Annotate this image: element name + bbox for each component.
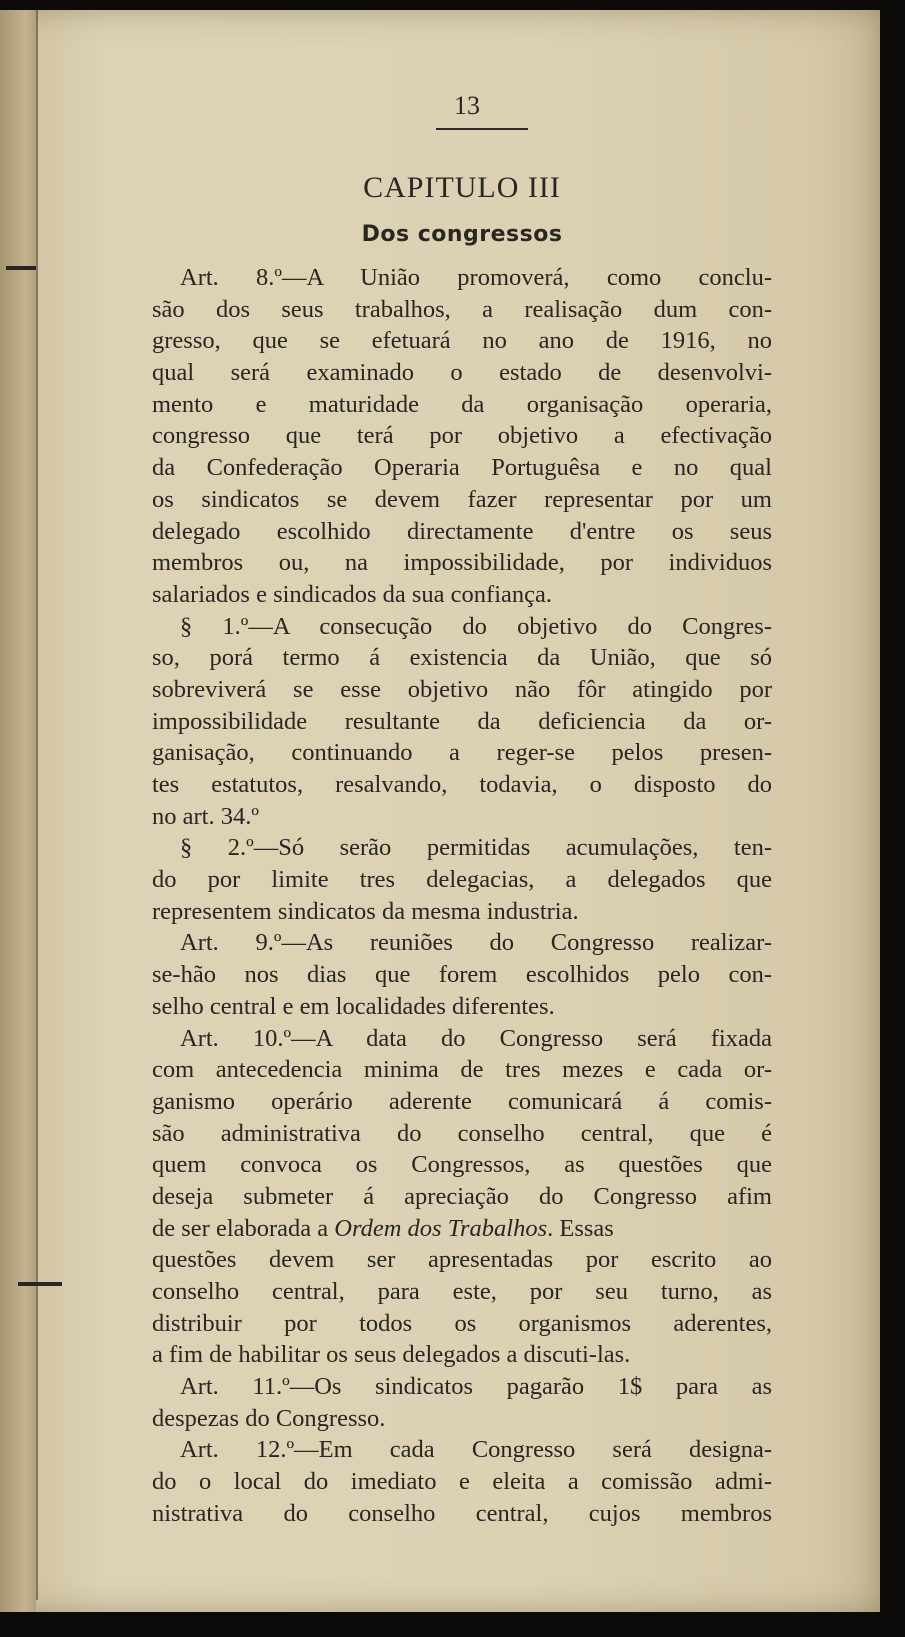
- text-line: so, porá termo á existencia da União, que só: [152, 644, 772, 672]
- chapter-title: CAPITULO III: [363, 171, 561, 204]
- text-line: § 2.º—Só serão permitidas acumulações, ten-: [180, 834, 772, 862]
- page-edge-line: [36, 10, 38, 1600]
- body-text: [152, 262, 772, 1530]
- text-line: impossibilidade resultante da deficiencia da or-: [152, 707, 772, 735]
- text-fragment: de ser elaborada a: [152, 1214, 329, 1242]
- text-line: questões devem ser apresentadas por escrito ao: [152, 1246, 772, 1274]
- text-line-with-italic: [152, 1213, 772, 1245]
- header-rule: [436, 128, 528, 130]
- text-line: membros ou, na impossibilidade, por individuos: [152, 549, 772, 577]
- text-line: Art. 8.º—A União promoverá, como conclu-: [180, 264, 772, 291]
- text-line: congresso que terá por objetivo a efectivação: [152, 422, 772, 450]
- text-line: Art. 11.º—Os sindicatos pagarão 1$ para as: [180, 1373, 772, 1401]
- book-binding: [0, 10, 36, 1612]
- text-line: com antecedencia minima de tres mezes e cada or-: [152, 1056, 772, 1084]
- text-line: da Confederação Operaria Portuguêsa e no qual: [152, 454, 772, 482]
- text-fragment: . Essas: [547, 1214, 614, 1242]
- text-line: despezas do Congresso.: [152, 1404, 386, 1432]
- text-line: a fim de habilitar os seus delegados a discuti-las.: [152, 1341, 631, 1369]
- text-line: sobreviverá se esse objetivo não fôr atingido por: [152, 675, 772, 703]
- text-line: qual será examinado o estado de desenvolvi-: [152, 359, 772, 387]
- text-line: § 1.º—A consecução do objetivo do Congres-: [180, 612, 772, 640]
- text-line: gresso, que se efetuará no ano de 1916, no: [152, 327, 772, 355]
- text-line: Art. 10.º—A data do Congresso será fixada: [180, 1024, 772, 1052]
- text-line: delegado escolhido directamente d'entre os seus: [152, 517, 772, 545]
- text-line: são administrativa do conselho central, que é: [152, 1119, 772, 1147]
- text-line: tes estatutos, resalvando, todavia, o disposto do: [152, 771, 772, 798]
- text-line: conselho central, para este, por seu turno, as: [152, 1278, 772, 1305]
- text-line: se-hão nos dias que forem escolhidos pelo con-: [152, 961, 772, 989]
- text-line: nistrativa do conselho central, cujos membros: [152, 1499, 772, 1527]
- text-line: no art. 34.º: [152, 802, 259, 830]
- text-line: ganisação, continuando a reger-se pelos presen-: [152, 739, 772, 767]
- text-line: são dos seus trabalhos, a realisação dum con-: [152, 295, 772, 323]
- text-line: deseja submeter á apreciação do Congresso afim: [152, 1182, 772, 1210]
- page-number: 13: [454, 91, 480, 120]
- text-line: ganismo operário aderente comunicará á comis-: [152, 1087, 772, 1115]
- text-line: os sindicatos se devem fazer representar por um: [152, 485, 772, 513]
- text-line: do o local do imediato e eleita a comissão admi-: [152, 1468, 772, 1496]
- section-title: Dos congressos: [361, 222, 563, 247]
- text-line: selho central e em localidades diferentes.: [152, 992, 555, 1020]
- page-content: [152, 88, 772, 1530]
- text-line: distribuir por todos os organismos aderentes,: [152, 1309, 772, 1337]
- binding-thread-mark: [6, 266, 36, 270]
- text-line: do por limite tres delegacias, a delegados que: [152, 866, 772, 894]
- text-line: representem sindicatos da mesma industria.: [152, 897, 579, 925]
- binding-thread-mark: [18, 1282, 62, 1286]
- text-line: quem convoca os Congressos, as questões que: [152, 1151, 772, 1179]
- text-line: Art. 12.º—Em cada Congresso será designa-: [180, 1436, 772, 1464]
- italic-title: Ordem dos Trabalhos: [334, 1214, 548, 1242]
- text-line: salariados e sindicados da sua confiança.: [152, 580, 553, 608]
- text-line: mento e maturidade da organisação operaria,: [152, 390, 772, 418]
- text-line: Art. 9.º—As reuniões do Congresso realizar-: [180, 929, 772, 957]
